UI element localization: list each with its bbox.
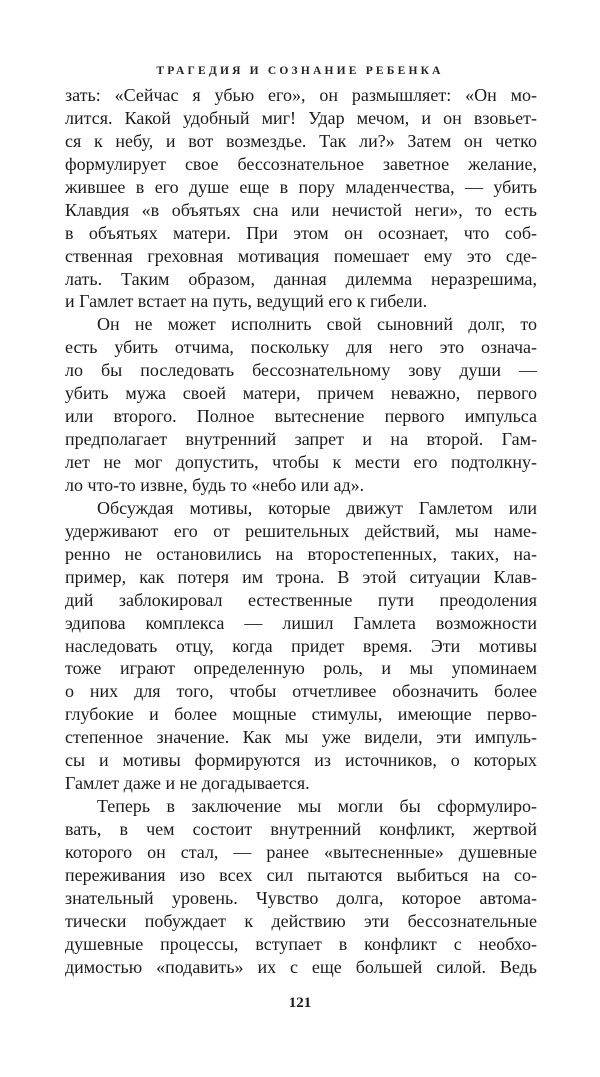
text-line: в объятьях матери. При этом он осознает, что соб-	[65, 222, 537, 243]
text-line: лится. Какой удобный миг! Удар мечом, и он взовьет-	[65, 107, 537, 128]
text-line: ся к небу, и вот возмездье. Так ли?» Затем он четко	[65, 130, 537, 151]
running-head: ТРАГЕДИЯ И СОЗНАНИЕ РЕБЕНКА	[156, 65, 444, 77]
text-line: ренно не остановились на второстепенных, таких, на-	[65, 543, 537, 564]
text-line: убить мужа своей матери, причем неважно, первого	[65, 383, 537, 404]
text-line: сы и мотивы формируются из источников, о которых	[65, 750, 537, 771]
text-line: Гамлет даже и не догадывается.	[65, 773, 310, 794]
text-line: Теперь в заключение мы могли бы сформулиро-	[97, 796, 537, 817]
text-line: ло бы последовать бессознательному зову души —	[65, 360, 537, 381]
text-line: и Гамлет встает на путь, ведущий его к гибели.	[65, 291, 428, 312]
text-line: Клавдия «в объятьях сна или нечистой неги», то есть	[65, 199, 537, 220]
text-line: удерживают его от решительных действий, мы наме-	[65, 520, 537, 541]
text-line: душевные процессы, вступает в конфликт с необхо-	[65, 933, 537, 954]
text-line: которого он стал, — ранее «вытесненные» душевные	[65, 841, 537, 862]
text-line: тически побуждает к действию эти бессознательные	[65, 910, 537, 931]
text-line: Обсуждая мотивы, которые движут Гамлетом или	[97, 497, 537, 518]
text-line: степенное значение. Как мы уже видели, эти импуль-	[65, 727, 537, 748]
text-line: дий заблокировал естественные пути преодоления	[65, 589, 537, 610]
body-text	[65, 84, 537, 979]
text-line: наследовать отцу, когда придет время. Эти мотивы	[65, 635, 537, 656]
text-line: ло что-то извне, будь то «небо или ад».	[65, 474, 365, 495]
text-line: ственная греховная мотивация помешает ему это сде-	[65, 245, 537, 266]
text-line: вать, в чем состоит внутренний конфликт, жертвой	[65, 819, 537, 839]
text-line: формулирует свое бессознательное заветное желание,	[65, 153, 537, 174]
text-line: зать: «Сейчас я убью его», он размышляет: «Он мо-	[65, 85, 537, 105]
text-line: о них для того, чтобы отчетливее обозначить более	[65, 681, 537, 702]
text-line: эдипова комплекса — лишил Гамлета возможности	[65, 612, 537, 633]
text-line: лать. Таким образом, данная дилемма неразрешима,	[65, 268, 537, 289]
text-line: глубокие и более мощные стимулы, имеющие перво-	[65, 704, 537, 725]
text-line: Он не может исполнить свой сыновний долг, то	[97, 314, 537, 335]
text-line: предполагает внутренний запрет и на второй. Гам-	[65, 429, 537, 450]
text-line: знательный уровень. Чувство долга, которое автома-	[65, 887, 537, 908]
text-line: пример, как потеря им трона. В этой ситуации Клав-	[65, 566, 537, 587]
text-line: жившее в его душе еще в пору младенчества, — убить	[65, 176, 537, 197]
text-line: или второго. Полное вытеснение первого импульса	[65, 406, 537, 427]
text-line: переживания изо всех сил пытаются выбиться на со-	[65, 864, 537, 885]
text-line: есть убить отчима, поскольку для него это означа-	[65, 337, 537, 358]
text-line: лет не мог допустить, чтобы к мести его подтолкну-	[65, 452, 537, 472]
text-line: тоже играют определенную роль, и мы упоминаем	[65, 658, 537, 679]
page-number: 121	[288, 995, 312, 1011]
text-line: димостью «подавить» их с еще большей силой. Ведь	[65, 956, 537, 977]
